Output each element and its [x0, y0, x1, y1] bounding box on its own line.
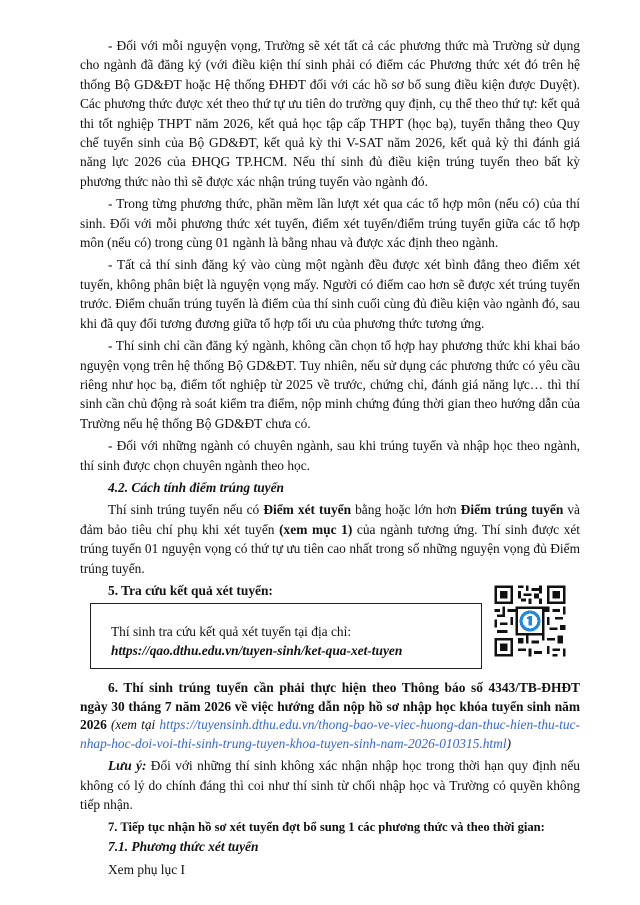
admission-guide-link[interactable]: https://tuyensinh.dthu.edu.vn/thong-bao-ve-viec-huong-dan-thuc-hien-thu-tuc-nhap-hoc-doi-voi-thi-sinh-trung-tuyen-khoa-tuyen-sinh-nam-2026-010315.html [80, 717, 580, 751]
paragraph-wish-methods: - Đối với mỗi nguyện vọng, Trường sẽ xét tất cả các phương thức mà Trường sử dụng cho ngành đã đăng ký (với điều kiện thí sinh phải có điểm các Phương thức xét đó trên hệ thống Bộ GD&ĐT hoặc Hệ thống ĐHĐT đối với các hồ sơ bổ sung điều kiện được Duyệt). Các phương thức được xét theo thứ tự ưu tiên do trường quy định, cụ thể theo thứ tự: kết quả thi tốt nghiệp THPT năm 2026, kết quả học tập cấp THPT (học bạ), tuyển thẳng theo Quy chế tuyển sinh của Bộ GD&ĐT, kết quả kỳ thi V-SAT năm 2026, kết quả kỳ thi đánh giá năng lực 2026 của ĐHQG TP.HCM. Nếu thí sinh đủ điều kiện trúng tuyển theo bất kỳ phương thức nào thì sẽ được xác nhận trúng tuyển vào ngành đó. [80, 38, 580, 189]
paragraph-specialization: - Đối với những ngành có chuyên ngành, sau khi trúng tuyển và nhập học theo ngành, thí sinh được chọn chuyên ngành theo học. [80, 438, 580, 473]
note-paragraph: Lưu ý: Đối với những thí sinh không xác nhận nhập học trong thời hạn quy định nếu không có lý do chính đáng thì coi như thí sinh từ chối nhập học và Trường có quyền không tiếp nhận. [80, 758, 581, 813]
lookup-instruction: Thí sinh tra cứu kết quả xét tuyển tại địa chỉ: [111, 623, 352, 639]
appendix-reference: Xem phụ lục I [108, 862, 185, 878]
section-4-2-title: 4.2. Cách tính điểm trúng tuyển [108, 479, 284, 495]
lookup-text-block [111, 622, 402, 660]
section-7-1-title: 7.1. Phương thức xét tuyển [108, 838, 259, 854]
qr-code-icon[interactable] [492, 583, 568, 659]
section-7-title: 7. Tiếp tục nhận hồ sơ xét tuyển đợt bổ sung 1 các phương thức và theo thời gian: [108, 819, 545, 834]
paragraph-equal-consideration: - Tất cả thí sinh đăng ký vào cùng một ngành đều được xét bình đẳng theo điểm xét tuyển, không phân biệt là nguyện vọng mấy. Người có điểm cao hơn sẽ được xét trúng tuyển trước. Điểm chuẩn trúng tuyển là điểm của thí sinh cuối cùng đủ điều kiện vào ngành đó, sau khi đã quy đổi tương đương giữa tổ hợp tối ưu của phương thức tương ứng. [80, 257, 580, 331]
note-label: Lưu ý: [108, 758, 147, 774]
lookup-url-link[interactable]: https://qao.dthu.edu.vn/tuyen-sinh/ket-qua-xet-tuyen [111, 642, 403, 658]
paragraph-register-major: - Thí sinh chỉ cần đăng ký ngành, không cần chọn tổ hợp hay phương thức khi khai báo nguyện vọng trên hệ thống Bộ GD&ĐT. Tuy nhiên, nếu sử dụng các phương thức có yêu cầu riêng như học bạ, điểm tốt nghiệp từ 2025 về trước, chứng chỉ, đánh giá năng lực… thì thí sinh cần chủ động rà soát kiểm tra điểm, nộp minh chứng đúng thời gian theo hướng dẫn của Trường nếu hệ thống Bộ GD&ĐT chưa có. [80, 338, 580, 431]
paragraph-subject-combinations: - Trong từng phương thức, phần mềm lần lượt xét qua các tổ hợp môn (nếu có) của thí sinh. Đối với mỗi phương thức xét tuyển, điểm xét tuyển/điểm trúng tuyển giữa các tổ hợp môn (nếu có) trong cùng 01 ngành là bằng nhau và được xác định theo ngành. [80, 196, 580, 251]
section-5-title: 5. Tra cứu kết quả xét tuyển: [108, 582, 273, 598]
section-5 [80, 581, 580, 673]
section-4-2-body: Thí sinh trúng tuyển nếu có Điểm xét tuyển bằng hoặc lớn hơn Điểm trúng tuyển và đảm bảo tiêu chí phụ khi xét tuyển (xem mục 1) của ngành tương ứng. Thí sinh được xét trúng tuyển 01 nguyện vọng có thứ tự ưu tiên cao nhất trong số những nguyện vọng đủ Điểm trúng tuyển. [80, 502, 581, 576]
section-6-title: 6. Thí sinh trúng tuyển cần phải thực hiện theo Thông báo số 4343/TB-ĐHĐT ngày 30 tháng 7 năm 2026 về việc hướng dẫn nộp hồ sơ nhập học khóa tuyển sinh năm 2026 [80, 679, 580, 733]
section-6: 6. Thí sinh trúng tuyển cần phải thực hiện theo Thông báo số 4343/TB-ĐHĐT ngày 30 tháng 7 năm 2026 về việc hướng dẫn nộp hồ sơ nhập học khóa tuyển sinh năm 2026 (xem tại https://tuyensinh.dthu.edu.vn/thong-bao-ve-viec-huong-dan-thuc-hien-thu-tuc-nhap-hoc-doi-voi-thi-sinh-trung-tuyen-khoa-tuyen-sinh-nam-2026-010315.html) [80, 679, 580, 751]
document-page [80, 36, 580, 880]
lookup-box [90, 603, 482, 669]
